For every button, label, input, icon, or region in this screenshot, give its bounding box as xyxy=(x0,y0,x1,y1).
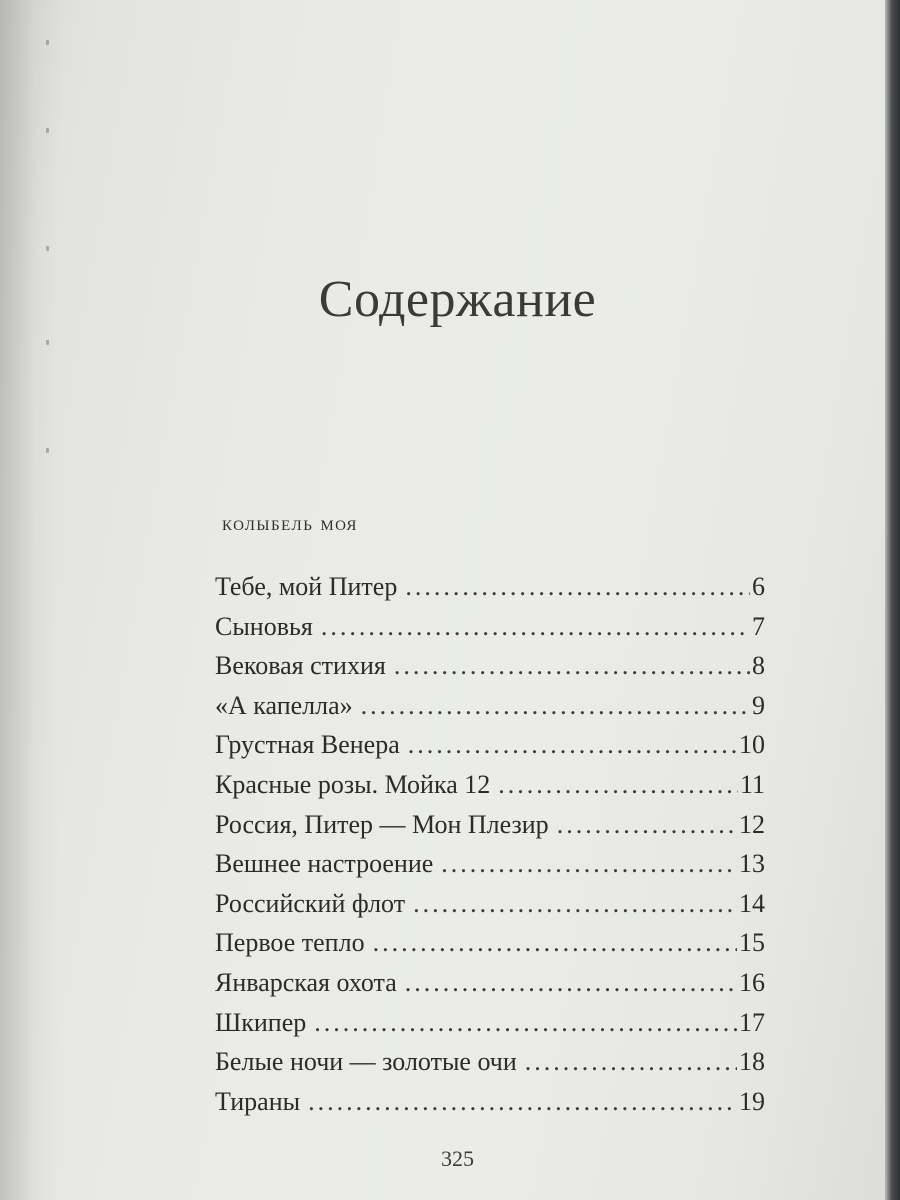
toc-entry-page: 11 xyxy=(739,769,765,799)
dot-leader xyxy=(308,1087,737,1117)
toc-entry-title: Грустная Венера xyxy=(215,730,400,760)
dot-leader xyxy=(405,968,737,998)
toc-entry-title: Вековая стихия xyxy=(215,651,386,681)
toc-entry xyxy=(215,928,765,968)
binding-stitch xyxy=(46,448,49,453)
dot-leader xyxy=(408,730,737,760)
toc-entry xyxy=(215,1047,765,1087)
toc-entry xyxy=(215,849,765,889)
toc-entry xyxy=(215,612,765,652)
toc-entry-page: 19 xyxy=(739,1086,765,1116)
toc-entry-title: Белые ночи — золотые очи xyxy=(215,1047,517,1077)
dot-leader xyxy=(525,1047,737,1077)
dot-leader xyxy=(557,810,737,840)
toc-entry xyxy=(215,968,765,1008)
toc-entry-page: 18 xyxy=(739,1047,765,1077)
dot-leader xyxy=(413,889,737,919)
toc-entry xyxy=(215,1008,765,1048)
table-of-contents xyxy=(215,572,765,1126)
toc-entry-page: 10 xyxy=(739,730,765,760)
toc-entry-page: 6 xyxy=(752,572,765,601)
toc-entry-page: 17 xyxy=(739,1007,765,1037)
page-number: 325 xyxy=(441,1146,474,1171)
toc-entry xyxy=(215,651,765,691)
toc-entry-page: 8 xyxy=(752,651,765,681)
toc-entry xyxy=(215,770,765,810)
dot-leader xyxy=(441,849,737,879)
dot-leader xyxy=(394,651,750,681)
toc-entry xyxy=(215,889,765,929)
toc-entry xyxy=(215,1087,765,1127)
toc-entry-page: 7 xyxy=(752,611,765,641)
binding-stitch xyxy=(46,128,49,133)
toc-entry-title: Тебе, мой Питер xyxy=(215,572,398,601)
toc-entry xyxy=(215,730,765,770)
dot-leader xyxy=(498,770,738,800)
toc-entry-page: 9 xyxy=(752,690,765,720)
toc-entry-title: Россия, Питер — Мон Плезир xyxy=(215,809,549,839)
binding-stitch xyxy=(46,246,49,251)
toc-entry-title: Шкипер xyxy=(215,1007,307,1037)
section-title: колыбель моя xyxy=(222,510,358,535)
toc-entry-title: Красные розы. Мойка 12 xyxy=(215,769,491,799)
dot-leader xyxy=(321,612,750,642)
toc-entry xyxy=(215,691,765,731)
toc-entry xyxy=(215,572,765,612)
dot-leader xyxy=(405,572,750,602)
toc-entry-title: Сыновья xyxy=(215,611,313,641)
spine-shadow xyxy=(0,0,60,1200)
toc-entry-page: 15 xyxy=(739,928,765,958)
toc-entry-page: 13 xyxy=(739,849,765,879)
toc-entry-title: «А капелла» xyxy=(215,690,353,720)
page-edge-shadow xyxy=(885,0,900,1200)
toc-entry-title: Первое тепло xyxy=(215,928,365,958)
binding-stitch xyxy=(46,340,49,345)
toc-entry-title: Российский флот xyxy=(215,888,406,918)
dot-leader xyxy=(314,1008,737,1038)
contents-heading: Содержание xyxy=(318,271,597,328)
toc-entry-title: Январская охота xyxy=(215,967,397,997)
binding-stitch xyxy=(46,40,49,45)
toc-entry-page: 16 xyxy=(739,967,765,997)
toc-entry-page: 14 xyxy=(739,888,765,918)
dot-leader xyxy=(361,691,750,721)
dot-leader xyxy=(373,928,737,958)
toc-entry-title: Тираны xyxy=(215,1086,301,1116)
toc-entry-title: Вешнее настроение xyxy=(215,849,434,879)
toc-entry-page: 12 xyxy=(739,809,765,839)
toc-entry xyxy=(215,810,765,850)
